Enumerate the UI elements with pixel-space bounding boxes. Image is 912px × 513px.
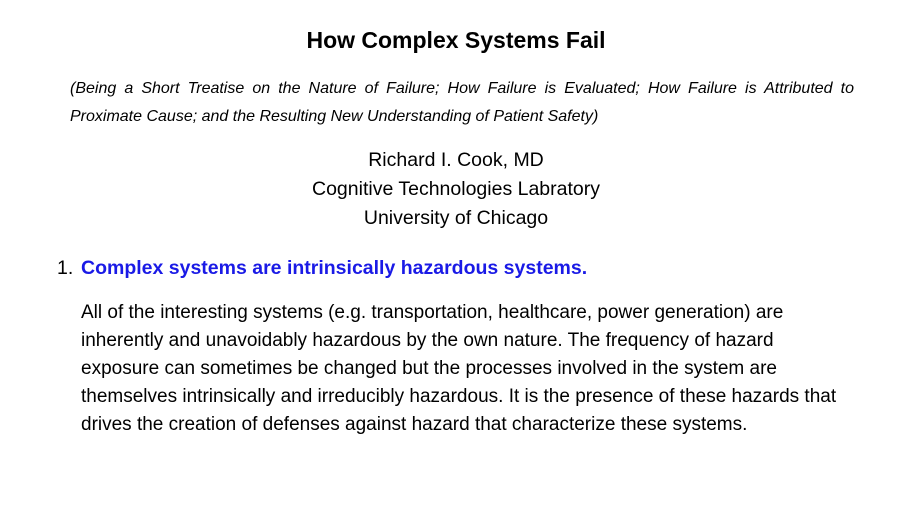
document-title: How Complex Systems Fail xyxy=(306,27,606,53)
author-block xyxy=(0,146,912,233)
item-number: 1. xyxy=(57,257,74,279)
document-subtitle: (Being a Short Treatise on the Nature of Failure; How Failure is Evaluated; How Failure is Attributed to Proximate Cause; and the Resulting New Understanding of Patient Safety) xyxy=(70,80,854,125)
item-heading xyxy=(57,254,857,282)
author-institution: University of Chicago xyxy=(363,207,549,229)
item-body: All of the interesting systems (e.g. transportation, healthcare, power generation) are inherently and unavoidably hazardous by the own nature. The frequency of hazard exposure can sometimes be changed but the processes involved in the system are themselves intrinsically and irreducibly hazardous. It is the presence of these hazards that drives the creation of defenses against hazard that characterize these systems. xyxy=(81,302,837,435)
item-title: Complex systems are intrinsically hazardous systems. xyxy=(81,257,588,279)
author-name: Richard I. Cook, MD xyxy=(368,149,544,171)
numbered-item xyxy=(57,254,857,439)
author-affiliation: Cognitive Technologies Labratory xyxy=(312,178,600,200)
